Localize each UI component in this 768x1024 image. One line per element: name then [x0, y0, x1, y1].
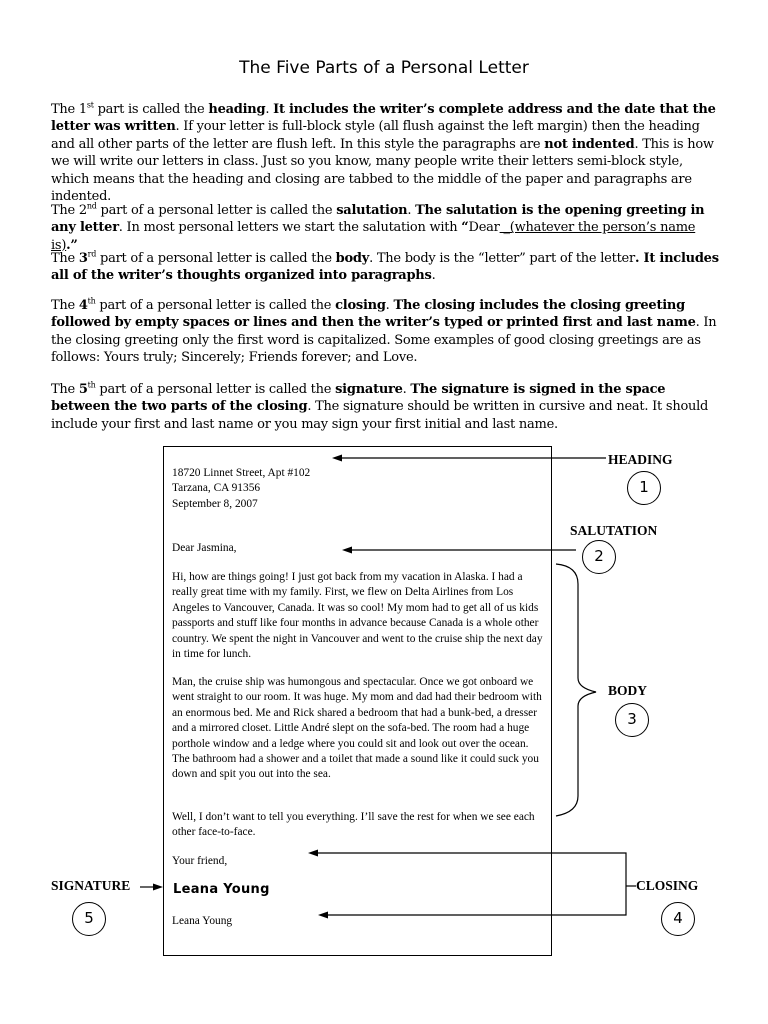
letter-heading: 18720 Linnet Street, Apt #102 Tarzana, CA 91356 September 8, 2007	[172, 467, 311, 510]
label-closing: CLOSING	[636, 878, 699, 893]
letter-salutation: Dear Jasmina,	[172, 542, 237, 554]
letter-signature: Leana Young	[173, 882, 270, 897]
letter-printed-name: Leana Young	[172, 915, 233, 927]
label-body: BODY	[608, 683, 648, 698]
letter-closing-greeting: Your friend,	[172, 855, 228, 867]
letter-body-paragraph-3: Well, I don’t want to tell you everything. I’ll save the rest for when we see each other face-to-face.	[172, 811, 535, 839]
paragraph-body: The 3rd part of a personal letter is called the body. The body is the “letter” part of the letter. It includes all of the writer’s thoughts organized into paragraphs.	[51, 249, 719, 284]
number-circle-5: 5	[72, 902, 106, 936]
paragraph-salutation: The 2nd part of a personal letter is called the salutation. The salutation is the opening greeting in any letter. In most personal letters we start the salutation with “Dear _(whatever the person’s name is).”	[51, 201, 705, 253]
number-circle-4: 4	[661, 902, 695, 936]
paragraph-signature: The 5th part of a personal letter is called the signature. The signature is signed in the space between the two parts of the closing. The signature should be written in cursive and neat. It should include your first and last name or you may sign your first initial and last name.	[51, 380, 709, 432]
number-circle-3: 3	[615, 703, 649, 737]
letter-body-paragraph-2: Man, the cruise ship was humongous and spectacular. Once we got onboard we went straight to our room. It was huge. My mom and dad had their bedroom with an enormous bed. Me and Rick shared a bedroom that had a bunk-bed, a dresser and a mirrored closet. Little André slept on the sofa-bed. The room had a huge porthole window and a ledge where you could sit and look out over the ocean. The bathroom had a shower and a toilet that made a sound like it could suck you down and spit you out into the sea.	[172, 676, 542, 781]
label-salutation: SALUTATION	[570, 523, 658, 538]
number-circle-1: 1	[627, 471, 661, 505]
paragraph-closing: The 4th part of a personal letter is called the closing. The closing includes the closing greeting followed by empty spaces or lines and then the writer’s typed or printed first and last name. In the closing greeting only the first word is capitalized. Some examples of good closing greetings are as follows: Yours truly; Sincerely; Friends forever; and Love.	[51, 296, 717, 366]
paragraph-heading: The 1st part is called the heading. It includes the writer’s complete address and the date that the letter was written. If your letter is full-block style (all flush against the left margin) then the heading and all other parts of the letter are flush left. In this style the paragraphs are not indented. This is how we will write our letters in class. Just so you know, many people write their letters semi-block style, which means that the heading and closing are tabbed to the middle of the paper and paragraphs are indented.	[51, 100, 716, 205]
label-signature: SIGNATURE	[51, 878, 131, 893]
closing-bracket	[315, 853, 626, 915]
label-heading: HEADING	[608, 452, 673, 467]
letter-body-paragraph-1: Hi, how are things going! I just got back from my vacation in Alaska. I had a really great time with my family. First, we flew on Delta Airlines from Los Angeles to Vancouver, Canada. It was so cool! My mom had to get all of us kids passports and stuff like four months in advance because Canada is a whole other country. We spent the night in Vancouver and went to the cruise ship the next day in time for lunch.	[172, 571, 543, 661]
body-brace	[556, 564, 596, 816]
page-title: The Five Parts of a Personal Letter	[239, 58, 529, 78]
number-circle-2: 2	[582, 540, 616, 574]
